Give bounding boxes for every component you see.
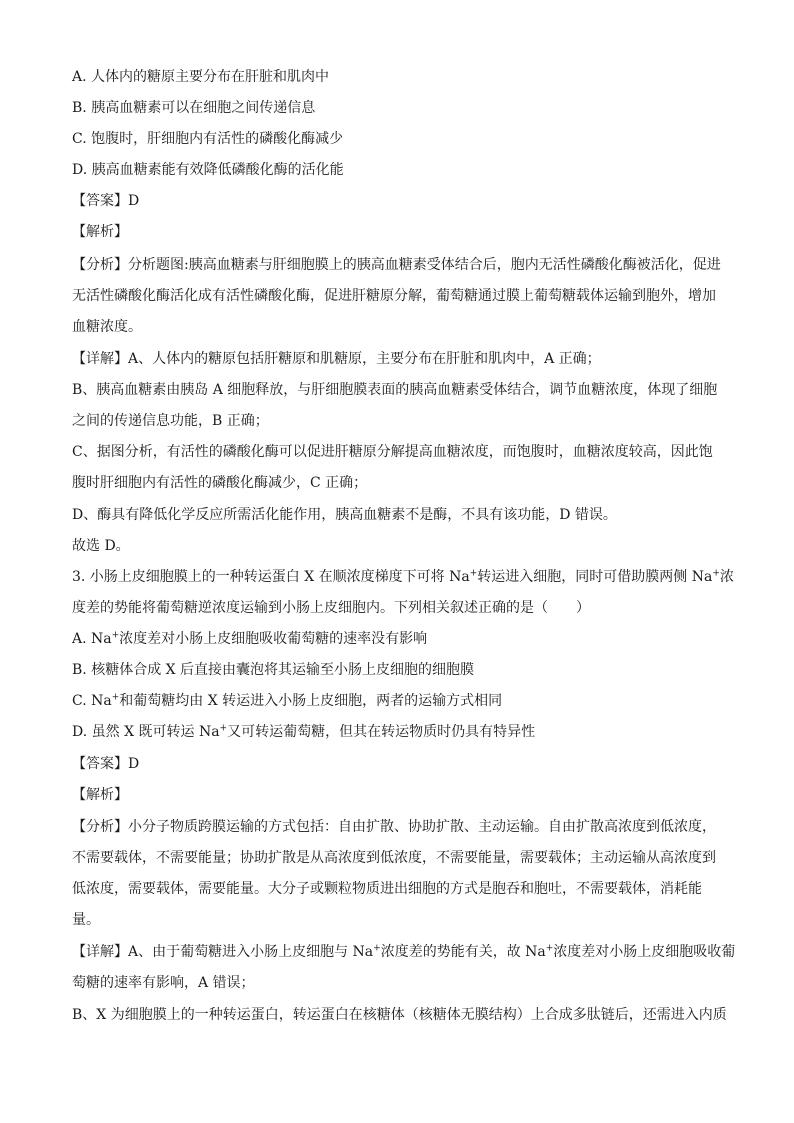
q3-option-c: C. Na+和葡萄糖均由 X 转运进入小肠上皮细胞，两者的运输方式相同 xyxy=(72,692,503,709)
superscript-plus: + xyxy=(111,692,120,703)
detail-line: 腹时肝细胞内有活性的磷酸化酶减少，C 正确； xyxy=(72,475,368,491)
analysis-heading-2: 【解析】 xyxy=(72,787,128,803)
superscript-plus: + xyxy=(111,630,120,641)
detail-line: 萄糖的速率有影响，A 错误； xyxy=(72,975,255,991)
answer-1: 【答案】D xyxy=(72,193,140,209)
detail-line: D、酶具有降低化学反应所需活化能作用，胰高血糖素不是酶，不具有该功能，D 错误。 xyxy=(72,507,617,523)
q3-option-a: A. Na+浓度差对小肠上皮细胞吸收葡萄糖的速率没有影响 xyxy=(72,630,428,647)
analysis-line: 血糖浓度。 xyxy=(72,319,142,335)
analysis-line: 【分析】分析题图:胰高血糖素与肝细胞膜上的胰高血糖素受体结合后，胞内无活性磷酸化酶被活化，促进 xyxy=(72,257,721,273)
superscript-plus: + xyxy=(373,943,381,954)
option-d: D. 胰高血糖素能有效降低磷酸化酶的活化能 xyxy=(72,162,344,178)
option-a: A. 人体内的糖原主要分布在肝脏和肌肉中 xyxy=(72,69,330,85)
analysis-line: 无活性磷酸化酶活化成有活性磷酸化酶，促进肝糖原分解，葡萄糖通过膜上葡萄糖载体运输到胞外，增加 xyxy=(72,288,716,304)
answer-2: 【答案】D xyxy=(72,756,140,772)
question-3-line-2: 度差的势能将葡萄糖逆浓度运输到小肠上皮细胞内。下列相关叙述正确的是（ ） xyxy=(72,600,590,616)
superscript-plus: + xyxy=(712,568,720,579)
analysis-line: 低浓度，需要载体，需要能量。大分子或颗粒物质进出细胞的方式是胞吞和胞吐，不需要载体，消耗能 xyxy=(72,881,702,897)
question-3-line-1: 3. 小肠上皮细胞膜上的一种转运蛋白 X 在顺浓度梯度下可将 Na+转运进入细胞，同时可借助膜两侧 Na+浓 xyxy=(72,568,734,585)
detail-line: 之间的传递信息功能，B 正确； xyxy=(72,413,269,429)
option-c: C. 饱腹时，肝细胞内有活性的磷酸化酶减少 xyxy=(72,131,344,147)
analysis-heading-1: 【解析】 xyxy=(72,224,128,240)
superscript-plus: + xyxy=(545,943,554,954)
detail-line: 【详解】A、由于葡萄糖进入小肠上皮细胞与 Na+浓度差的势能有关，故 Na+浓度差对小肠上皮细胞吸收葡 xyxy=(72,943,736,960)
analysis-line: 量。 xyxy=(72,912,100,928)
detail-line: 【详解】A、人体内的糖原包括肝糖原和肌糖原，主要分布在肝脏和肌肉中，A 正确； xyxy=(72,351,601,367)
detail-line: B、胰高血糖素由胰岛 A 细胞释放，与肝细胞膜表面的胰高血糖素受体结合，调节血糖浓度，体现了细胞 xyxy=(72,382,718,398)
conclusion-line: 故选 D。 xyxy=(72,538,130,554)
superscript-plus: + xyxy=(469,568,478,579)
detail-line: B、X 为细胞膜上的一种转运蛋白，转运蛋白在核糖体（核糖体无膜结构）上合成多肽链后，还需进入内质 xyxy=(72,1007,727,1023)
analysis-line: 【分析】小分子物质跨膜运输的方式包括：自由扩散、协助扩散、主动运输。自由扩散高浓度到低浓度， xyxy=(72,819,716,835)
q3-option-d: D. 虽然 X 既可转运 Na+又可转运葡萄糖，但其在转运物质时仍具有特异性 xyxy=(72,723,536,740)
detail-line: C、据图分析，有活性的磷酸化酶可以促进肝糖原分解提高血糖浓度，而饱腹时，血糖浓度较高，因此饱 xyxy=(72,444,713,460)
option-b: B. 胰高血糖素可以在细胞之间传递信息 xyxy=(72,100,316,116)
superscript-plus: + xyxy=(219,723,228,734)
analysis-line: 不需要载体，不需要能量；协助扩散是从高浓度到低浓度，不需要能量，需要载体；主动运输从高浓度到 xyxy=(72,850,716,866)
q3-option-b: B. 核糖体合成 X 后直接由囊泡将其运输至小肠上皮细胞的细胞膜 xyxy=(72,662,475,678)
